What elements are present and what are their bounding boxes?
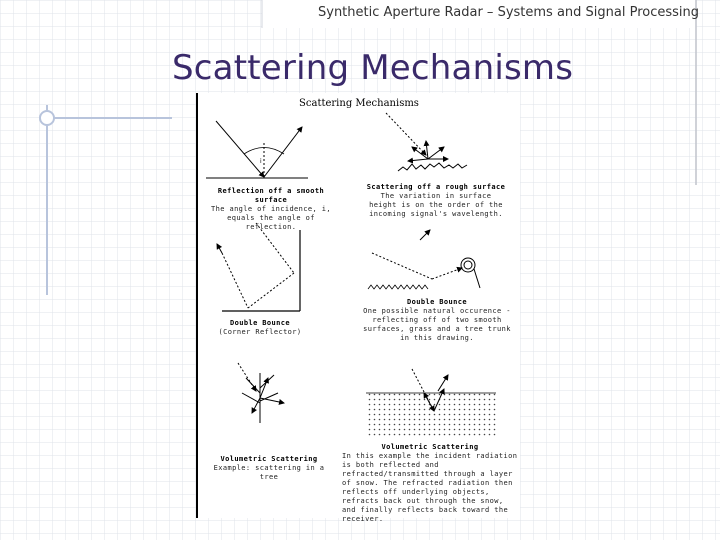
scattering-mechanisms-figure xyxy=(196,93,520,523)
caption-rough-surface xyxy=(366,183,506,219)
smooth-surface-diagram xyxy=(206,121,308,178)
slide-title: Scattering Mechanisms xyxy=(172,48,574,88)
caption-heading: Double Bounce xyxy=(230,319,290,327)
caption-smooth-surface xyxy=(200,187,342,232)
caption-snow-volumetric xyxy=(342,443,518,524)
svg-text:i: i xyxy=(260,158,262,165)
caption-text: The variation in surface height is on the order of the incoming signal's wavelength. xyxy=(369,192,503,218)
course-title: Synthetic Aperture Radar – Systems and Signal Processing xyxy=(318,5,700,20)
caption-text: The angle of incidence, i, equals the angle of reflection. xyxy=(211,205,331,231)
caption-tree-double-bounce xyxy=(358,298,516,343)
caption-text: (Corner Reflector) xyxy=(218,328,302,336)
caption-heading: Volumetric Scattering xyxy=(220,455,318,463)
figure-title: Scattering Mechanisms xyxy=(299,98,419,109)
rough-surface-diagram xyxy=(386,113,467,171)
tree-double-bounce-diagram xyxy=(368,230,480,289)
caption-heading: Volumetric Scattering xyxy=(381,443,479,451)
caption-heading: Double Bounce xyxy=(407,298,467,306)
caption-corner-reflector xyxy=(212,319,308,337)
caption-heading: Scattering off a rough surface xyxy=(366,183,506,191)
snow-volumetric-diagram xyxy=(366,369,496,437)
tree-volumetric-diagram xyxy=(238,363,284,423)
corner-reflector-diagram xyxy=(217,223,300,311)
caption-text: One possible natural occurence - reflecting off of two smooth surfaces, grass and a tree trunk in this drawing. xyxy=(363,307,511,342)
caption-heading: Reflection off a smooth surface xyxy=(217,187,325,204)
caption-tree-volumetric xyxy=(208,455,330,482)
caption-text: Example: scattering in a tree xyxy=(213,464,325,481)
caption-text: In this example the incident radiation is both reflected and refracted/transmitted through a layer of snow. The refracted radiation then reflects off underlying objects, refracts back out through the snow, and finally reflects back toward the receiver. xyxy=(342,452,518,523)
